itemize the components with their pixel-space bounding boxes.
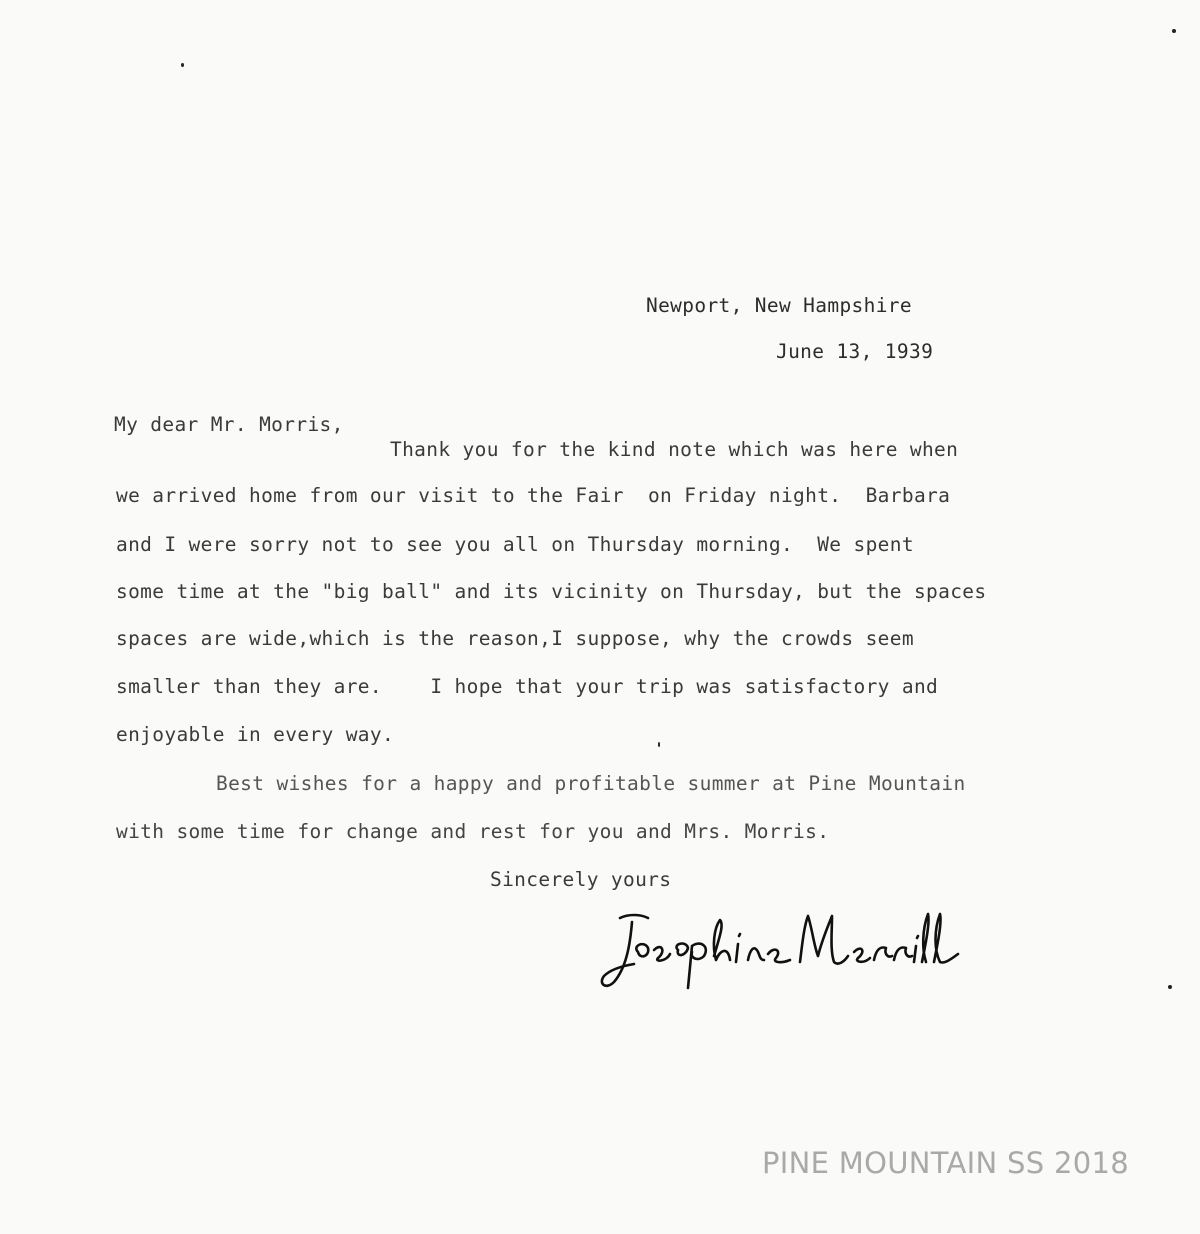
letter-salutation: My dear Mr. Morris, xyxy=(114,413,344,436)
letter-line: smaller than they are. I hope that your trip was satisfactory and xyxy=(116,675,939,698)
ink-speck xyxy=(1168,985,1172,989)
letter-line: Best wishes for a happy and profitable summer at Pine Mountain xyxy=(216,772,966,795)
letter-place: Newport, New Hampshire xyxy=(646,294,912,317)
letter-line: some time at the "big ball" and its vicinity on Thursday, but the spaces xyxy=(116,580,987,603)
letter-line: we arrived home from our visit to the Fair on Friday night. Barbara xyxy=(116,484,951,507)
letter-line: with some time for change and rest for you and Mrs. Morris. xyxy=(116,820,830,843)
letter-line: Thank you for the kind note which was here when xyxy=(390,438,959,461)
letter-date: June 13, 1939 xyxy=(776,340,934,363)
ink-speck xyxy=(181,63,184,67)
letter-line: spaces are wide,which is the reason,I suppose, why the crowds seem xyxy=(116,627,914,650)
ink-speck xyxy=(1172,29,1176,33)
watermark: PINE MOUNTAIN SS 2018 xyxy=(762,1146,1129,1180)
letter-line: and I were sorry not to see you all on Thursday morning. We spent xyxy=(116,533,914,556)
letter-line: enjoyable in every way. xyxy=(116,723,395,746)
handwritten-signature xyxy=(592,906,962,996)
letter-closing: Sincerely yours xyxy=(490,868,672,891)
ink-speck xyxy=(658,742,660,747)
